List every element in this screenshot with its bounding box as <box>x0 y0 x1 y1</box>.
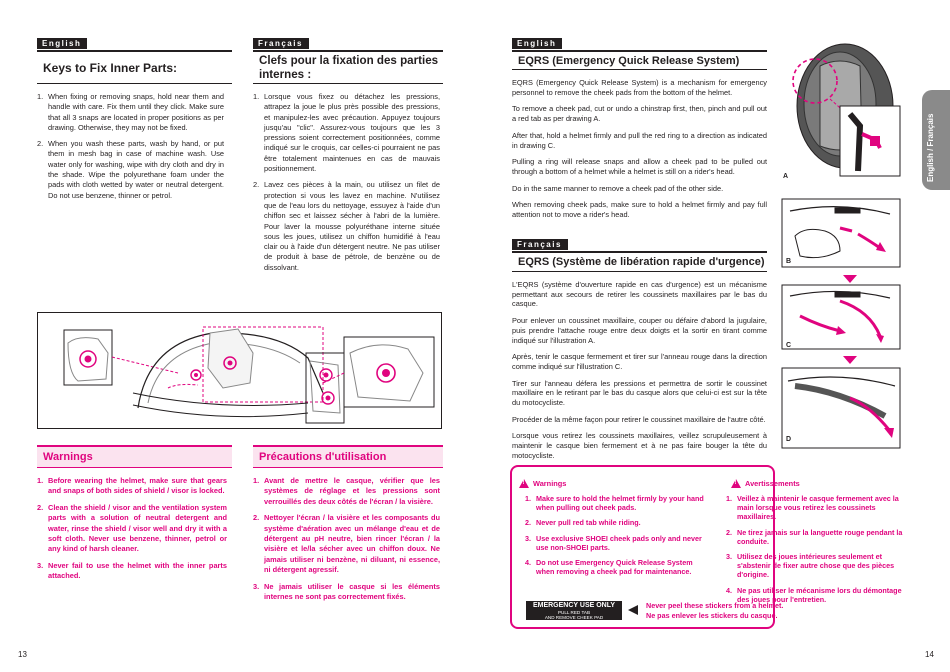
list-item-text: Ne pas utiliser le mécanisme lors du démontage des joues pour l'entretien. <box>737 585 902 604</box>
paragraph: Tirer sur l'anneau défera les pressions et permettra de sortir le coussinet maxillaire en le retirant par le bas du casque alors que celui-ci est sur la tête du motocycliste. <box>512 378 767 408</box>
warnings-title-en: Warnings <box>37 445 232 468</box>
list-item <box>37 561 227 582</box>
lang-tag-en-right: English <box>512 38 562 49</box>
list-item-number: 1. <box>253 476 260 485</box>
list-item-text: When you wash these parts, wash by hand, or put them in mesh bag in case of machine wash. Use water only for washing, wipe with dry cloth and dry in the shade. Wipe the polyurethane foam under the pads with cloth wetted by water or neutral detergent. Do not use benzene, thinner or petrol. <box>48 139 224 200</box>
inner-parts-illustration <box>37 312 442 429</box>
emergency-sticker: EMERGENCY USE ONLY PULL RED TAB AND REMOVE CHEEK PAD <box>526 601 622 620</box>
list-item-number: 1. <box>525 494 531 503</box>
sticker-note-en: Never peel these stickers from a helmet. <box>646 601 784 610</box>
list-item <box>37 92 224 133</box>
list-item-number: 4. <box>726 585 732 595</box>
eqrs-body-fr <box>512 280 767 468</box>
arrow-down-icon <box>843 275 857 283</box>
warning-triangle-icon <box>731 479 741 488</box>
section-title-eqrs-fr: EQRS (Système de libération rapide d'urgence) <box>512 251 767 272</box>
list-item-text: Use exclusive SHOEI cheek pads only and never use non-SHOEI parts. <box>536 533 702 552</box>
list-item <box>37 476 227 497</box>
language-side-tab: English / Français <box>922 90 950 190</box>
eqrs-drawings <box>780 36 920 456</box>
paragraph: Pulling a ring will release snaps and allow a cheek pad to be pulled out through a bottom of a helmet while a helmet is still on a rider's head. <box>512 157 767 176</box>
list-item-text: When fixing or removing snaps, hold near them and handle with care. Fix them until they click. Make sure that all 3 snaps are located in proper positions as per drawing. Otherwise, they may not be fixed. <box>48 92 224 132</box>
eqrs-warning-head-fr: ! Avertissements <box>731 479 800 488</box>
list-item-number: 4. <box>525 558 531 568</box>
drawing-d <box>782 368 900 448</box>
paragraph: Procéder de la même façon pour retirer le coussinet maxillaire de l'autre côté. <box>512 414 766 424</box>
drawing-c <box>782 285 900 349</box>
list-item-number: 3. <box>726 552 732 562</box>
list-item-number: 1. <box>37 92 44 101</box>
list-item-number: 3. <box>525 533 531 543</box>
drawing-label-a: A <box>783 173 789 180</box>
list-item <box>525 494 705 512</box>
list-item <box>253 582 440 603</box>
paragraph: L'EQRS (système d'ouverture rapide en cas d'urgence) est un mécanisme permettant aux secours de retirer les coussinets maxillaires par le bas du casque. <box>512 280 767 309</box>
list-item <box>253 513 440 575</box>
list-item-number: 2. <box>253 180 260 190</box>
list-item <box>37 503 227 555</box>
list-item-text: Never fail to use the helmet with the inner parts attached. <box>48 560 227 581</box>
eqrs-warning-head-en: ! Warnings <box>519 479 566 488</box>
list-item <box>726 494 904 522</box>
eqrs-warning-list-en <box>525 494 705 582</box>
list-item-text: Veillez à maintenir le casque fermement avec la main lorsque vous retirez les coussinets maxillaires. <box>737 494 899 522</box>
drawing-a <box>793 44 900 176</box>
list-item-text: Avant de mettre le casque, vérifier que les systèmes de réglage et les pressions sont verrouillés des deux côtés de l'écran / la visière. <box>264 476 440 506</box>
page-number-left: 13 <box>18 650 27 659</box>
inner-parts-list-fr <box>253 92 440 279</box>
paragraph: Après, tenir le casque fermement et tirer sur l'anneau rouge dans la direction comme indiqué sur l'illustration C. <box>512 352 767 371</box>
lang-tag-en-left: English <box>37 38 87 49</box>
list-item-number: 1. <box>726 494 732 503</box>
paragraph: Do in the same manner to remove a cheek pad of the other side. <box>512 183 724 193</box>
lang-tag-fr-right: Français <box>512 239 568 250</box>
list-item-text: Make sure to hold the helmet firmly by your hand when pulling out cheek pads. <box>536 494 704 513</box>
list-item <box>726 528 904 546</box>
warnings-list-en <box>37 476 227 588</box>
list-item-number: 3. <box>37 560 44 570</box>
warnings-title-fr: Précautions d'utilisation <box>253 445 443 468</box>
sticker-note-fr: Ne pas enlever les stickers du casque. <box>646 611 778 620</box>
inner-parts-drawing <box>38 313 443 430</box>
list-item-text: Lavez ces pièces à la main, ou utilisez un filet de protection si vous les lavez en machine. N'utilisez que de l'eau lors du nettoyage, essuyez à l'aide d'un chiffon sec et laissez sécher à l'abri de la lumière. Pour laver la mousse polyuréthane interne située sous les joues, utilisez un chiffon humidifié à l'eau clair ou à l'aide d'un détergent neutre. Ne pas utiliser de produit à base de pétrole, de benzène ou de dissolvant. <box>264 180 440 272</box>
list-item-text: Before wearing the helmet, make sure that gears and snaps of both sides of shield / visor is locked. <box>48 476 227 496</box>
paragraph: After that, hold a helmet firmly and pull the red ring to a direction as indicated in drawing C. <box>512 130 767 150</box>
list-item-number: 1. <box>37 476 44 485</box>
drawing-label-d: D <box>786 436 792 443</box>
list-item <box>253 92 440 174</box>
list-item-number: 2. <box>37 502 44 512</box>
drawing-label-c: C <box>786 342 792 349</box>
list-item <box>726 552 904 580</box>
paragraph: Lorsque vous retirez les coussinets maxillaires, veillez scrupuleusement à maintenir le casque bien fermement et à ne pas faire bouger la tête du motocycliste. <box>512 431 767 460</box>
list-item-text: Clean the shield / visor and the ventilation system parts with a solution of neutral detergent and water, rinse the shield / visor well and dry it with a soft cloth. Never use benzene, thinner, petrol or any kind of harsh cleaner. <box>48 502 227 554</box>
list-item-number: 2. <box>726 527 732 537</box>
paragraph: To remove a cheek pad, cut or undo a chinstrap first, then, pinch and pull out a red tab as per drawing A. <box>512 104 767 124</box>
list-item <box>525 558 705 576</box>
list-item-number: 2. <box>253 513 260 523</box>
list-item-number: 2. <box>525 518 531 528</box>
arrow-down-icon <box>843 356 857 364</box>
section-title-eqrs-en: EQRS (Emergency Quick Release System) <box>512 50 767 70</box>
section-title-inner-parts-fr: Clefs pour la fixation des parties internes : <box>253 50 443 84</box>
warning-triangle-icon <box>519 479 529 488</box>
eqrs-body-en <box>512 78 767 227</box>
list-item <box>525 518 705 527</box>
list-item-number: 3. <box>253 581 260 591</box>
list-item-text: Ne jamais utiliser le casque si les éléments internes ne sont pas correctement fixés. <box>264 581 440 602</box>
list-item-text: Nettoyer l'écran / la visière et les composants du système d'aération avec un mélange d'eau et de détergent au pH neutre, bien rincer l'écran / la visière et le/la sécher avec un chiffon doux. Ne jamais utiliser ni benzène, ni diluant, ni essence, ni détergent agressif. <box>264 513 440 575</box>
list-item <box>37 139 224 201</box>
list-item-text: Ne tirez jamais sur la languette rouge pendant la conduite. <box>737 527 903 546</box>
list-item <box>525 534 705 552</box>
list-item-number: 2. <box>37 139 44 149</box>
list-item-text: Do not use Emergency Quick Release System when removing a cheek pad for maintenance. <box>536 558 693 577</box>
list-item-number: 1. <box>253 92 260 101</box>
drawing-b <box>782 199 900 267</box>
section-title-inner-parts-en: Keys to Fix Inner Parts: <box>37 50 232 84</box>
lang-tag-fr-left: Français <box>253 38 309 49</box>
inner-parts-list-en <box>37 92 224 207</box>
paragraph: When removing cheek pads, make sure to hold a helmet firmly and pay full attention not to move a rider's head. <box>512 200 767 220</box>
list-item <box>253 180 440 273</box>
list-item <box>253 476 440 507</box>
list-item-text: Utilisez des joues intérieures seulement et s'abstenir de fixer autre chose que des pièces d'origine. <box>737 552 895 580</box>
page-number-right: 14 <box>925 650 934 659</box>
warnings-list-fr <box>253 476 440 608</box>
list-item-text: Lorsque vous fixez ou détachez les pressions, attrapez la joue le plus près possible des pressions, et manipulez-les avec précaution. Appuyez toujours jusqu'au "clic". Assurez-vous toujours que les 3 pressions soient correctement positionnées, comme indiqué sur le croquis, car celles-ci pourraient ne pas être totalement maintenues en cas de mauvais positionnement. <box>264 92 440 174</box>
eqrs-warning-list-fr <box>726 494 904 610</box>
drawing-label-b: B <box>786 258 792 265</box>
paragraph: Pour enlever un coussinet maxillaire, couper ou défaire d'abord la jugulaire, puis prendre l'attache rouge entre deux doigts et la sortir en tirant comme indiqué sur l'illustration A. <box>512 316 767 345</box>
paragraph: EQRS (Emergency Quick Release System) is a mechanism for emergency personnel to remove the cheek pads from the bottom of the helmet. <box>512 78 767 97</box>
list-item-text: Never pull red tab while riding. <box>536 518 641 528</box>
arrow-left-icon <box>627 604 639 616</box>
